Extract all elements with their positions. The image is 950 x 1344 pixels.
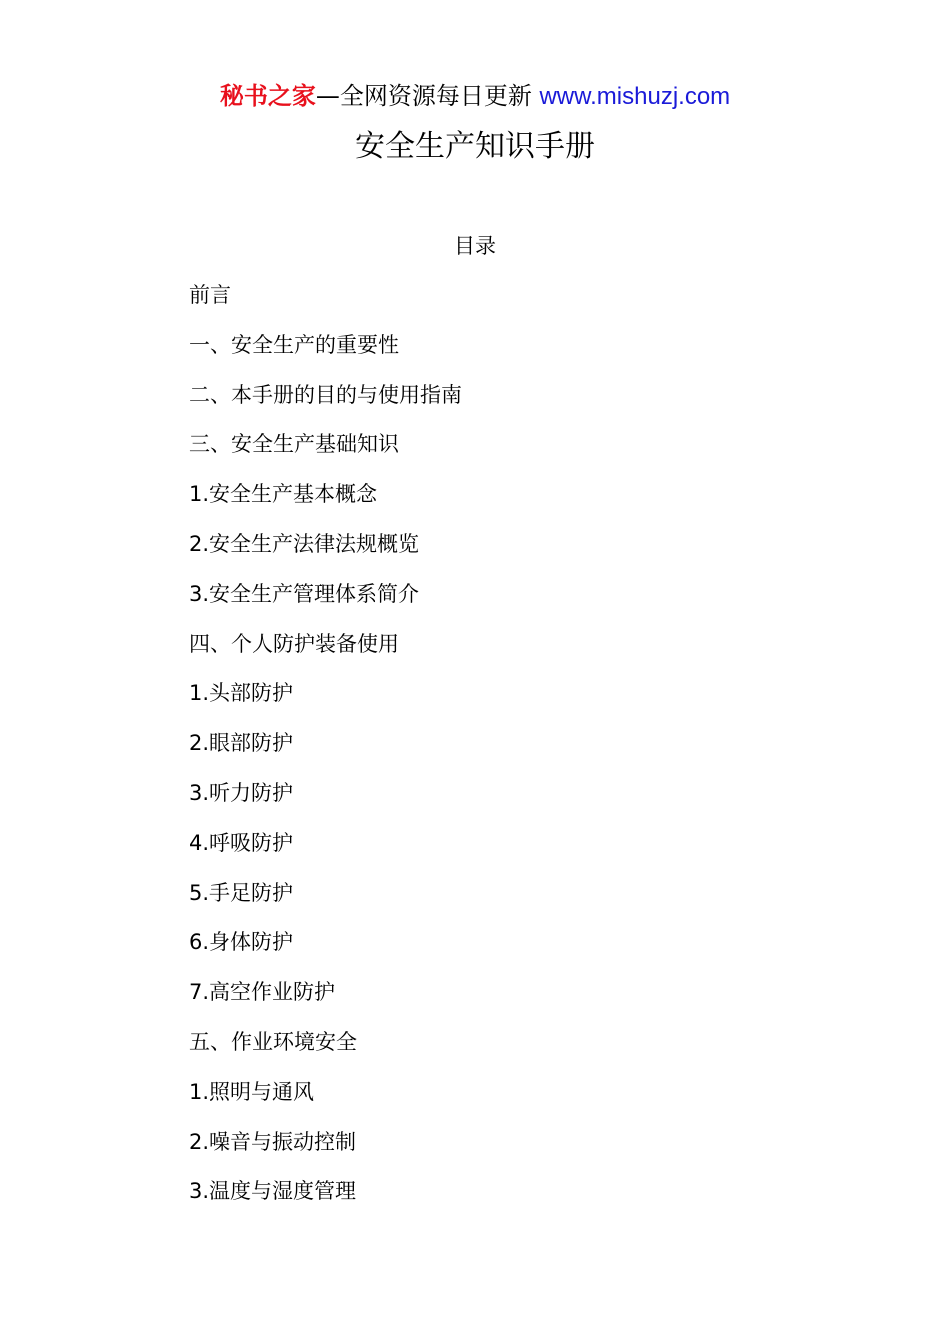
toc-item: 7.高空作业防护 — [189, 980, 336, 1005]
toc-item: 2.眼部防护 — [189, 731, 294, 756]
site-tagline: —全网资源每日更新 — [315, 82, 540, 110]
site-url-link[interactable]: www.mishuzj.com — [539, 83, 731, 110]
toc-item: 3.安全生产管理体系简介 — [189, 581, 420, 606]
site-header — [0, 78, 950, 115]
site-brand: 秘书之家 — [219, 82, 316, 110]
toc-item: 1.头部防护 — [189, 681, 294, 706]
toc-item: 3.温度与湿度管理 — [189, 1179, 357, 1204]
toc-item: 二、本手册的目的与使用指南 — [189, 382, 462, 407]
toc-heading: 目录 — [454, 234, 496, 258]
table-of-contents — [189, 279, 789, 1225]
toc-item: 1.安全生产基本概念 — [189, 482, 378, 507]
toc-item: 五、作业环境安全 — [189, 1029, 357, 1054]
toc-item: 3.听力防护 — [189, 780, 294, 805]
toc-item: 6.身体防护 — [189, 930, 294, 955]
toc-item: 一、安全生产的重要性 — [189, 332, 399, 357]
toc-item: 四、个人防护装备使用 — [189, 631, 399, 656]
toc-item: 1.照明与通风 — [189, 1079, 315, 1104]
toc-item: 4.呼吸防护 — [189, 830, 294, 855]
toc-item: 2.噪音与振动控制 — [189, 1129, 357, 1154]
toc-item: 三、安全生产基础知识 — [189, 432, 399, 457]
toc-item: 2.安全生产法律法规概览 — [189, 531, 420, 556]
toc-item: 前言 — [189, 283, 231, 307]
toc-item: 5.手足防护 — [189, 880, 294, 905]
document-title: 安全生产知识手册 — [355, 129, 595, 164]
